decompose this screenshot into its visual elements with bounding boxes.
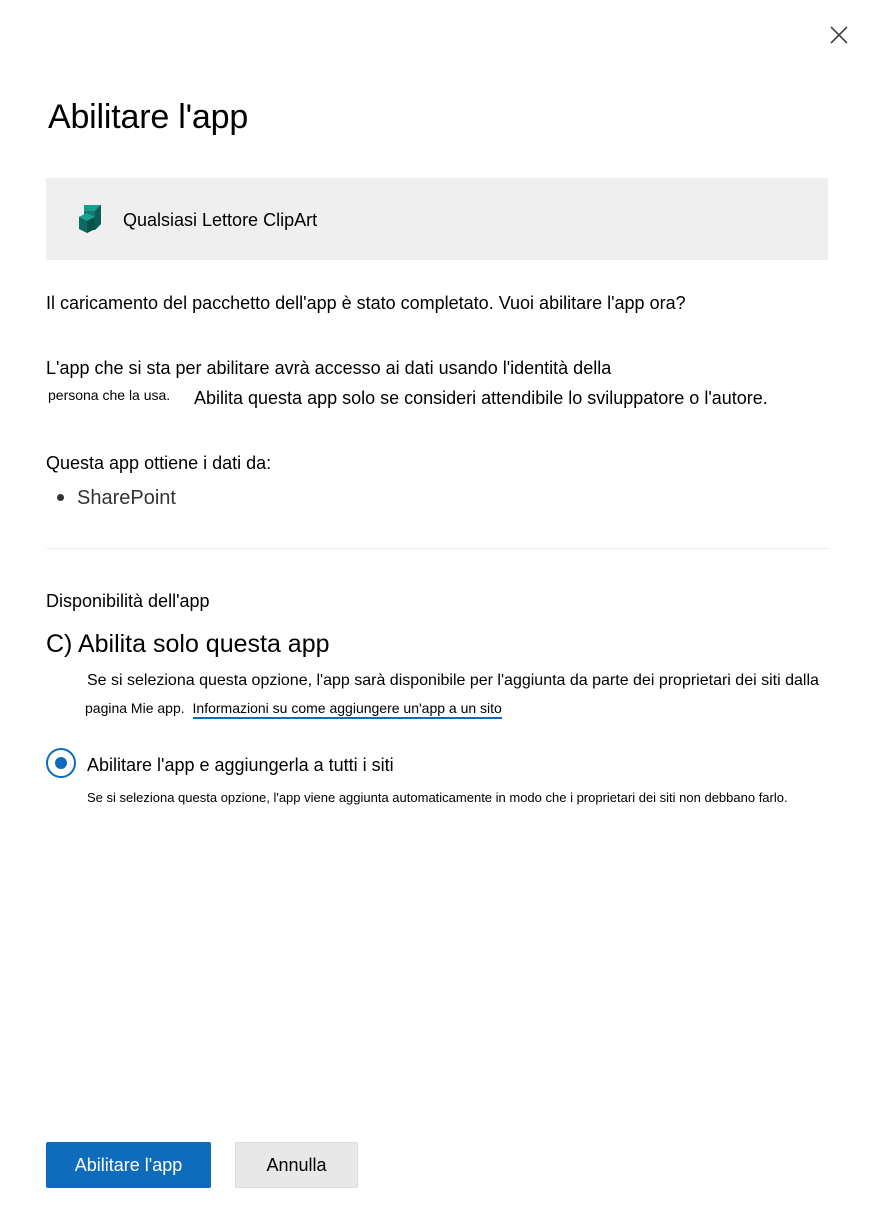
access-text-small: persona che la usa.	[48, 387, 171, 403]
option-enable-only-label[interactable]: C) Abilita solo questa app	[46, 630, 330, 658]
bullet-icon	[57, 494, 64, 501]
data-source-item: SharePoint	[77, 487, 176, 509]
access-text-line2: Abilita questa app solo se consideri attendibile lo sviluppatore o l'autore.	[194, 388, 768, 408]
close-icon	[824, 20, 854, 50]
app-package-icon	[70, 202, 104, 236]
availability-label: Disponibilità dell'app	[46, 591, 210, 611]
option-enable-only-description: Se si seleziona questa opzione, l'app sarà disponibile per l'aggiunta da parte dei proprietari dei siti dalla	[87, 672, 819, 689]
app-name: Qualsiasi Lettore ClipArt	[123, 210, 318, 230]
my-apps-text: pagina Mie app.	[85, 700, 185, 716]
cancel-button[interactable]: Annulla	[235, 1142, 358, 1188]
access-text-line1: L'app che si sta per abilitare avrà accesso ai dati usando l'identità della	[46, 358, 612, 378]
dialog-title: Abilitare l'app	[48, 98, 249, 136]
option-enable-only-desc-line2	[85, 700, 502, 716]
enable-all-sites-label[interactable]: Abilitare l'app e aggiungerla a tutti i siti	[87, 755, 394, 775]
app-card	[46, 178, 828, 260]
enable-app-button[interactable]: Abilitare l'app	[46, 1142, 211, 1188]
divider	[46, 548, 828, 549]
enable-all-sites-radio[interactable]	[46, 748, 76, 778]
data-sources-label: Questa app ottiene i dati da:	[46, 453, 272, 473]
close-button[interactable]	[824, 20, 854, 50]
enable-all-sites-description: Se si seleziona questa opzione, l'app viene aggiunta automaticamente in modo che i proprietari dei siti non debbano farlo.	[87, 790, 788, 805]
upload-complete-message: Il caricamento del pacchetto dell'app è stato completato. Vuoi abilitare l'app ora?	[46, 293, 686, 313]
learn-add-app-link[interactable]: Informazioni su come aggiungere un'app a un sito	[193, 700, 502, 719]
radio-selected-dot	[55, 757, 67, 769]
